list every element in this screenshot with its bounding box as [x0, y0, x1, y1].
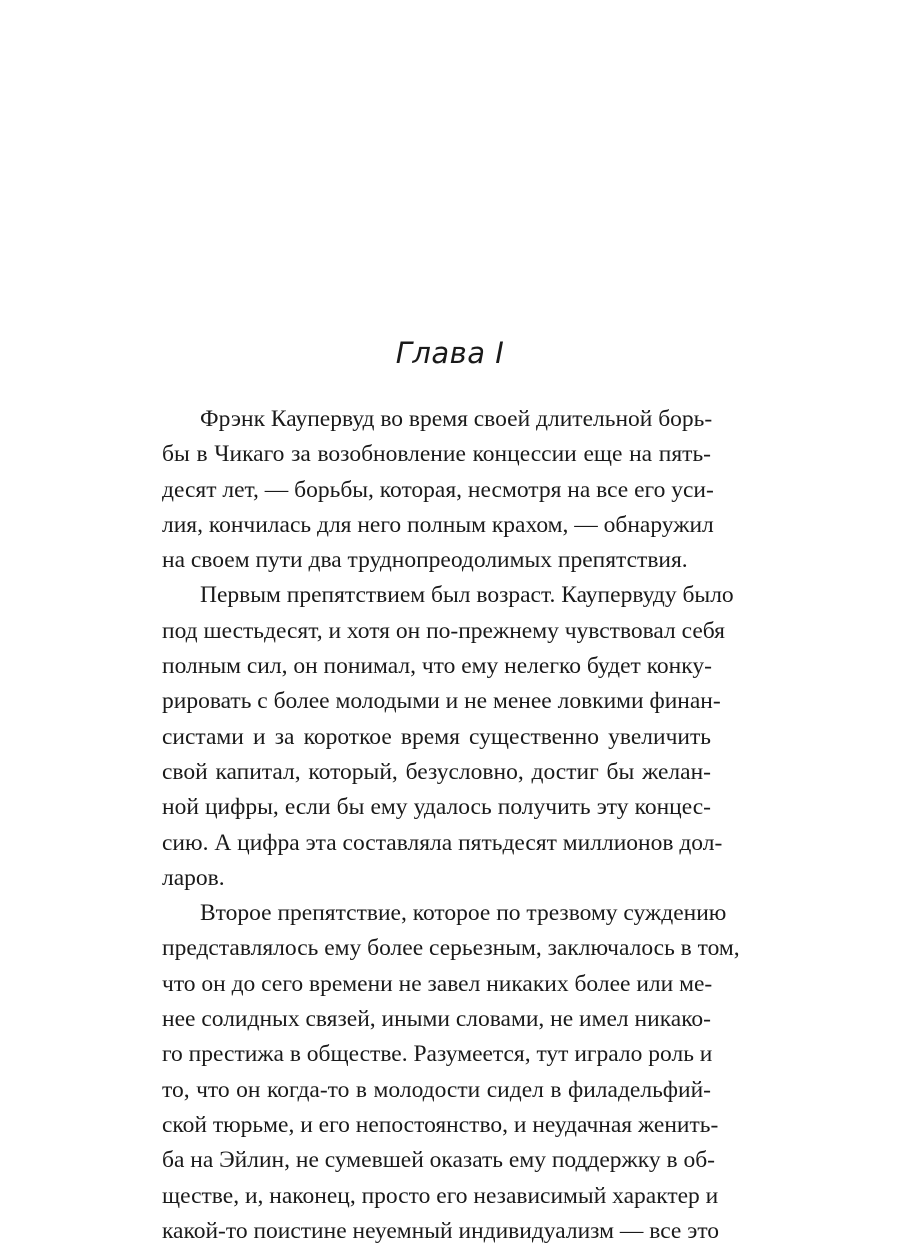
text-line: представлялось ему более серьезным, заключалось в том,: [162, 935, 740, 962]
text-line: какой-то поистине неуемный индивидуализм — все это: [162, 1217, 720, 1244]
text-line: на своем пути два труднопреодолимых препятствия.: [162, 547, 688, 574]
text-line: сию. А цифра эта составляла пятьдесят миллионов дол-: [162, 829, 723, 856]
text-line: ществе, и, наконец, просто его независимый характер и: [162, 1182, 719, 1209]
text-line: нее солидных связей, иными словами, не имел никако-: [162, 1006, 711, 1033]
chapter-title: Глава I: [395, 336, 505, 370]
text-line: ба на Эйлин, не сумевшей оказать ему поддержку в об-: [162, 1147, 716, 1174]
text-line: полным сил, он понимал, что ему нелегко будет конку-: [162, 653, 712, 680]
chapter-text: [162, 402, 740, 1249]
text-line: систами и за короткое время существенно увеличить: [162, 723, 711, 750]
text-line: Второе препятствие, которое по трезвому суждению: [200, 900, 727, 927]
text-line: свой капитал, который, безусловно, достиг бы желан-: [162, 758, 711, 785]
text-line: го престижа в обществе. Разумеется, тут играло роль и: [162, 1041, 713, 1068]
text-line: ской тюрьме, и его непостоянство, и неудачная женить-: [162, 1111, 719, 1138]
text-line: ной цифры, если бы ему удалось получить эту концес-: [162, 794, 711, 821]
text-line: лия, кончилась для него полным крахом, — обнаружил: [162, 511, 714, 538]
text-line: бы в Чикаго за возобновление концессии еще на пять-: [162, 441, 711, 468]
text-line: Фрэнк Каупервуд во время своей длительной борь-: [200, 406, 713, 432]
text-line: то, что он когда-то в молодости сидел в филадельфий-: [162, 1076, 711, 1103]
text-line: под шестьдесят, и хотя он по-прежнему чувствовал себя: [162, 617, 725, 644]
text-line: ларов.: [162, 864, 225, 891]
text-line: десят лет, — борьбы, которая, несмотря на все его уси-: [162, 476, 714, 503]
text-line: Первым препятствием был возраст. Каупервуду было: [200, 582, 734, 609]
text-line: что он до сего времени не завел никаких более или ме-: [162, 970, 713, 997]
text-line: рировать с более молодыми и не менее ловкими финан-: [162, 688, 721, 715]
